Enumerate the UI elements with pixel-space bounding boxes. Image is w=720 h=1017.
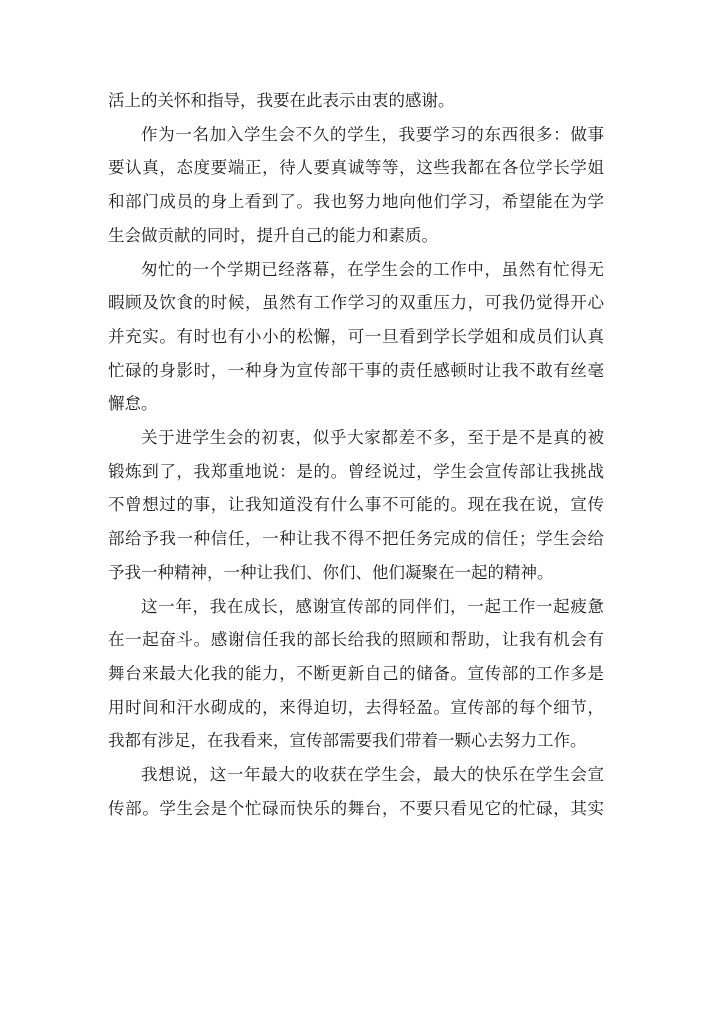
text-line: 传部。学生会是个忙碌而快乐的舞台，不要只看见它的忙碌，其实: [108, 798, 604, 818]
text-line: 并充实。有时也有小小的松懈，可一旦看到学长学姐和成员们认真: [108, 326, 604, 346]
paragraph-3: [108, 253, 604, 422]
text-line: 舞台来最大化我的能力，不断更新自己的储备。宣传部的工作多是: [108, 663, 604, 683]
text-line: 在一起奋斗。感谢信任我的部长给我的照顾和帮助，让我有机会有: [108, 630, 604, 650]
paragraph-4: [108, 421, 604, 590]
document-body: [108, 84, 604, 825]
text-line: 用时间和汗水砌成的，来得迫切，去得轻盈。宣传部的每个细节，: [108, 697, 604, 717]
text-line: 忙碌的身影时，一种身为宣传部干事的责任感顿时让我不敢有丝毫: [108, 360, 604, 380]
text-line: 活上的关怀和指导，我要在此表示由衷的感谢。: [108, 91, 455, 110]
text-line: 我都有涉足，在我看来，宣传部需要我们带着一颗心去努力工作。: [108, 731, 587, 751]
text-line: 我想说，这一年最大的收获在学生会，最大的快乐在学生会宣: [141, 765, 604, 785]
paragraph-6: [108, 758, 604, 825]
text-line: 作为一名加入学生会不久的学生，我要学习的东西很多：做事: [141, 124, 604, 144]
text-line: 生会做贡献的同时，提升自己的能力和素质。: [108, 225, 438, 245]
text-line: 关于进学生会的初衷，似乎大家都差不多，至于是不是真的被: [141, 428, 604, 448]
text-line: 予我一种精神，一种让我们、你们、他们凝聚在一起的精神。: [108, 562, 554, 582]
text-line: 懈怠。: [108, 394, 158, 414]
paragraph-2: [108, 118, 604, 253]
text-line: 暇顾及饮食的时候，虽然有工作学习的双重压力，可我仍觉得开心: [108, 293, 604, 313]
text-line: 这一年，我在成长，感谢宣传部的同伴们，一起工作一起疲惫: [141, 596, 604, 616]
text-line: 部给予我一种信任，一种让我不得不把任务完成的信任；学生会给: [108, 529, 604, 549]
text-line: 要认真，态度要端正，待人要真诚等等，这些我都在各位学长学姐: [108, 158, 604, 178]
paragraph-1: [108, 84, 604, 118]
text-line: 不曾想过的事，让我知道没有什么事不可能的。现在我在说，宣传: [108, 495, 604, 515]
paragraph-5: [108, 590, 604, 759]
text-line: 锻炼到了，我郑重地说：是的。曾经说过，学生会宣传部让我挑战: [108, 461, 604, 481]
text-line: 匆忙的一个学期已经落幕，在学生会的工作中，虽然有忙得无: [141, 259, 604, 279]
text-line: 和部门成员的身上看到了。我也努力地向他们学习，希望能在为学: [108, 192, 604, 212]
